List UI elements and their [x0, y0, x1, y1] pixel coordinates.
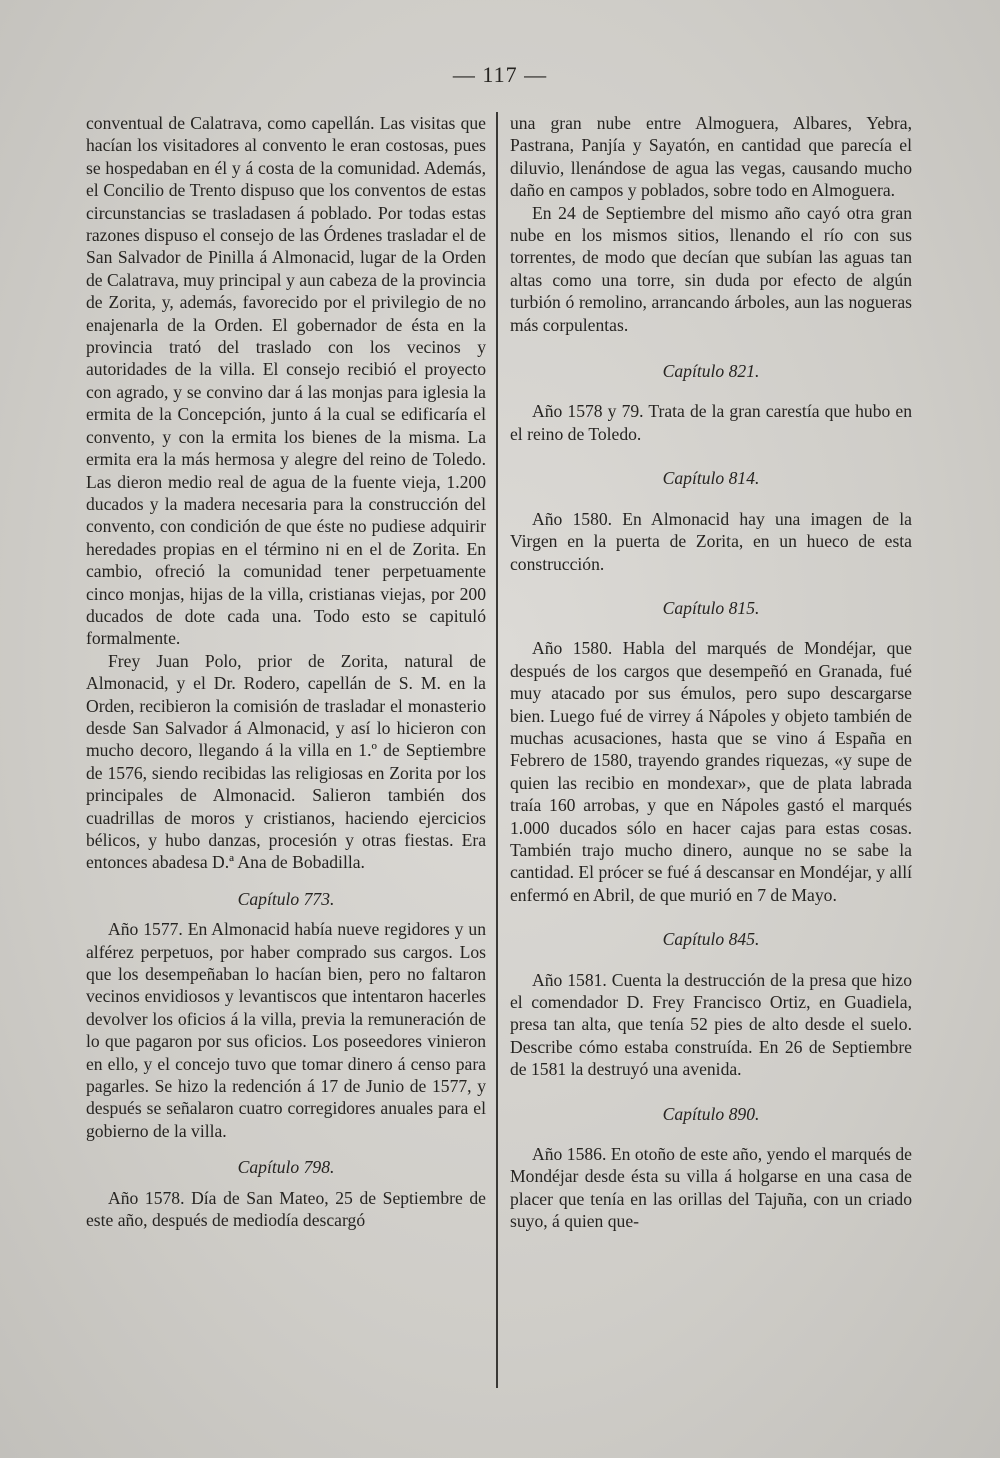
chapter-heading: Capítulo 773. [237, 888, 335, 909]
paragraph: Año 1580. En Almonacid hay una imagen de la Virgen en la puerta de Zorita, en un hueco de esta construcción. [510, 508, 912, 574]
paragraph: una gran nube entre Almoguera, Albares, Yebra, Pastrana, Panjía y Sayatón, en cantidad que parecía el diluvio, llenándose de agua las vegas, causando mucho daño en campos y poblados, sobre todo en Almoguera. [510, 113, 912, 201]
paragraph: Año 1586. En otoño de este año, yendo el marqués de Mondéjar desde ésta su villa á holgarse en una casa de placer que tenía en las orillas del Tajuña, con un criado suyo, á quien que- [510, 1144, 912, 1232]
paragraph: Año 1578. Día de San Mateo, 25 de Septiembre de este año, después de mediodía descargó [86, 1187, 486, 1231]
paragraph: Año 1577. En Almonacid había nueve regidores y un alférez perpetuos, por haber comprado sus cargos. Los que los desempeñaban lo hacían bien, pero no faltaron vecinos envidiosos y levantiscos que intentaron hacerles devolver los oficios á la villa, previa la remuneración de lo que pagaron por sus oficios. Los poseedores vinieron en ello, y el concejo tuvo que tomar dinero á censo para pagarles. Se hizo la redención á 17 de Junio de 1577, y después se señalaron cuatro corregidores anuales para el gobierno de la villa. [86, 919, 486, 1141]
paragraph: conventual de Calatrava, como capellán. Las visitas que hacían los visitadores al convento le eran costosas, pues se hospedaban en él y á costa de la comunidad. Además, el Concilio de Trento dispuso que los conventos de estas circunstancias se trasladasen á poblado. Por todas estas razones dispuso el consejo de las Órdenes trasladar el de San Salvador de Pinilla á Almonacid, lugar de la Orden de Calatrava, muy principal y aun cabeza de la provincia de Zorita, y, además, favorecido por el privilegio de no enajenarla de la Orden. El gobernador de ésta en la provincia trató del traslado con los vecinos y autoridades de la villa. El consejo recibió el proyecto con agrado, y se convino dar á las monjas para iglesia la ermita de la Concepción, junto á la cual se edificaría el convento, y con la ermita los bienes de la misma. La ermita era la más hermosa y alegre del reino de Toledo. Las dieron medio real de agua de la fuente vieja, 1.200 ducados y la madera necesaria para la construcción del convento, con condición de que éste no pudiese adquirir heredades propias en el término ni en el de Zorita. En cambio, ofreció la comunidad tener perpetuamente cinco monjas, hijas de la villa, cristianas viejas, por 200 ducados de dote cada una. Todo esto se capituló formalmente. [86, 113, 486, 649]
right-column [510, 112, 912, 1233]
chapter-heading: Capítulo 798. [237, 1157, 335, 1178]
chapter-heading: Capítulo 845. [662, 929, 760, 950]
chapter-heading: Capítulo 821. [662, 361, 760, 382]
paragraph: Año 1580. Habla del marqués de Mondéjar, que después de los cargos que desempeñó en Granada, fué muy atacado por sus émulos, pero supo descargarse bien. Luego fué de virrey á Nápoles y objeto también de muchas acusaciones, hasta que se vino á España en Febrero de 1580, trayendo grandes riquezas, «y supe de quien las recibio en mondexar», que de plata labrada traía 160 arrobas, y que en Nápoles gastó el marqués 1.000 ducados sólo en hacer cajas para estas cosas. También trajo mucho dinero, aunque no se sabe la cantidad. El prócer se fué á descansar en Mondéjar, y allí enfermó en Abril, de que murió en 7 de Mayo. [510, 638, 912, 905]
paragraph: Año 1578 y 79. Trata de la gran carestía que hubo en el reino de Toledo. [510, 401, 912, 444]
left-column [86, 112, 486, 1232]
column-divider [496, 112, 498, 1388]
paragraph: Año 1581. Cuenta la destrucción de la presa que hizo el comendador D. Frey Francisco Ortiz, en Guadiela, presa tan alta, que tenía 52 pies de alto desde el suelo. Describe cómo estaba construída. En 26 de Septiembre de 1581 la destruyó una avenida. [510, 969, 912, 1080]
paragraph: Frey Juan Polo, prior de Zorita, natural de Almonacid, y el Dr. Rodero, capellán de S. M. en la Orden, recibieron la comisión de trasladar el monasterio desde San Salvador á Almonacid, y así lo hicieron con mucho decoro, llegando á la villa en 1.º de Septiembre de 1576, siendo recibidas las religiosas en Zorita por los principales de Almonacid. Salieron también dos cuadrillas de moros y cristianos, haciendo ejercicios bélicos, y hubo danzas, procesión y otras fiestas. Era entonces abadesa D.ª Ana de Bobadilla. [86, 650, 486, 873]
chapter-heading: Capítulo 815. [662, 597, 760, 618]
paragraph: En 24 de Septiembre del mismo año cayó otra gran nube en los mismos sitios, llenando el río con sus torrentes, de modo que decían que subían las aguas tan altas como una torre, sin duda por efecto de algún turbión ó remolino, arrancando árboles, aun las nogueras más corpulentas. [510, 202, 912, 335]
chapter-heading: Capítulo 814. [662, 468, 760, 489]
chapter-heading: Capítulo 890. [662, 1103, 760, 1124]
page-number: — 117 — [452, 62, 548, 87]
